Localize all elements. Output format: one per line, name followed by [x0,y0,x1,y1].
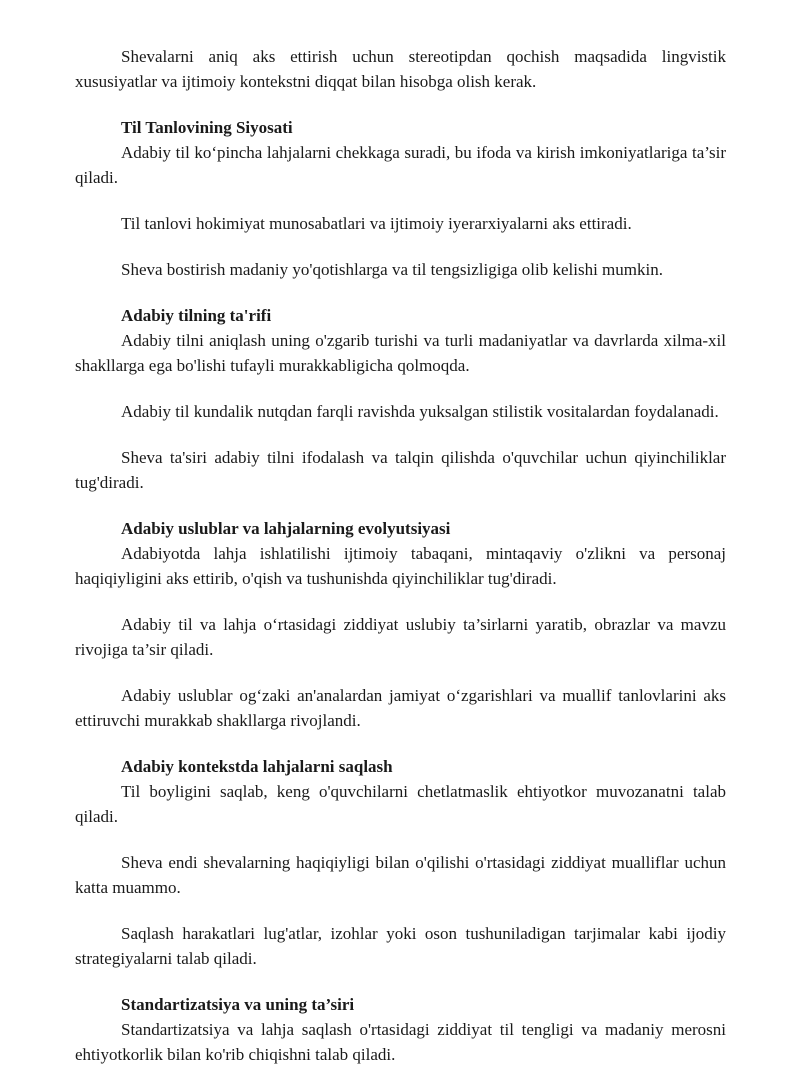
section-heading: Adabiy tilning ta'rifi [121,306,272,325]
document-page [75,44,726,1067]
paragraph: Adabiy til kundalik nutqdan farqli ravishda yuksalgan stilistik vositalardan foydalanadi. [121,402,719,421]
paragraph: Til boyligini saqlab, keng o'quvchilarni chetlatmaslik ehtiyotkor muvozanatni talab qiladi. [75,782,726,826]
paragraph: Adabiy tilni aniqlash uning o'zgarib turishi va turli madaniyatlar va davrlarda xilma-xil shakllarga ega bo'lishi tufayli murakkabligicha qolmoqda. [75,331,726,375]
paragraph: Adabiyotda lahja ishlatilishi ijtimoiy tabaqani, mintaqaviy o'zlikni va personaj haqiqiyligini aks ettirib, o'qish va tushunishda qiyinchiliklar tug'diradi. [75,544,726,588]
paragraph: Standartizatsiya va lahja saqlash o'rtasidagi ziddiyat til tengligi va madaniy merosni ehtiyotkorlik bilan ko'rib chiqishni talab qiladi. [75,1020,726,1064]
section-heading: Adabiy kontekstda lahjalarni saqlash [121,757,393,776]
paragraph: Sheva ta'siri adabiy tilni ifodalash va talqin qilishda o'quvchilar uchun qiyinchiliklar tug'diradi. [75,448,726,492]
paragraph: Adabiy til va lahja o‘rtasidagi ziddiyat uslubiy ta’sirlarni yaratib, obrazlar va mavzu rivojiga ta’sir qiladi. [75,615,726,659]
intro-paragraph: Shevalarni aniq aks ettirish uchun stereotipdan qochish maqsadida lingvistik xususiyatlar va ijtimoiy kontekstni diqqat bilan hisobga olish kerak. [75,47,726,91]
paragraph: Til tanlovi hokimiyat munosabatlari va ijtimoiy iyerarxiyalarni aks ettiradi. [121,214,632,233]
paragraph: Adabiy uslublar og‘zaki an'analardan jamiyat o‘zgarishlari va muallif tanlovlarini aks ettiruvchi murakkab shakllarga rivojlandi. [75,686,726,730]
paragraph: Saqlash harakatlari lug'atlar, izohlar yoki oson tushuniladigan tarjimalar kabi ijodiy strategiyalarni talab qiladi. [75,924,726,968]
section-heading: Til Tanlovining Siyosati [121,118,293,137]
paragraph: Sheva endi shevalarning haqiqiyligi bilan o'qilishi o'rtasidagi ziddiyat mualliflar uchun katta muammo. [75,853,726,897]
section-heading: Standartizatsiya va uning ta’siri [121,995,355,1014]
paragraph: Sheva bostirish madaniy yo'qotishlarga va til tengsizligiga olib kelishi mumkin. [121,260,663,279]
section-heading: Adabiy uslublar va lahjalarning evolyutsiyasi [121,519,451,538]
paragraph: Adabiy til ko‘pincha lahjalarni chekkaga suradi, bu ifoda va kirish imkoniyatlariga ta’sir qiladi. [75,143,726,187]
